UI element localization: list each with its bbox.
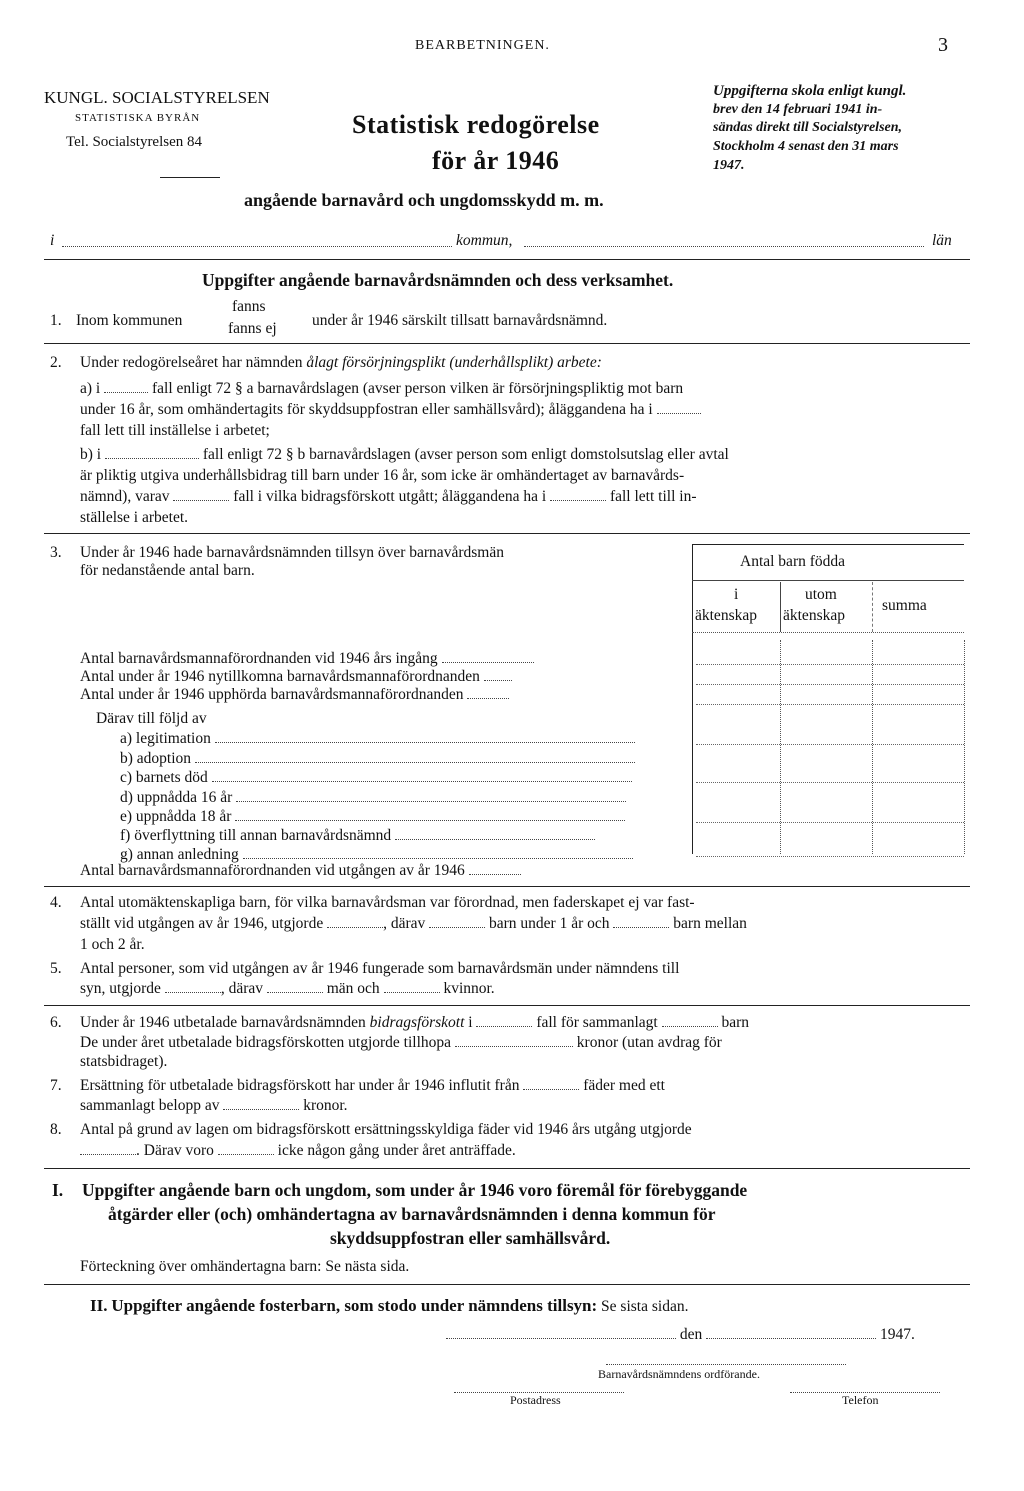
q7-line1: Ersättning för utbetalade bidragsförskott har under år 1946 influtit från fäder med ett [80,1077,665,1094]
q4-line2: ställt vid utgången av år 1946, utgjorde , därav barn under 1 år och barn mellan [80,915,747,932]
q8-total-field[interactable] [80,1142,136,1155]
table-row: d) uppnådda 16 år [120,789,626,807]
chair-label: Barnavårdsnämndens ordförande. [598,1367,760,1381]
q2b-outcome-field[interactable] [550,488,606,501]
q8-line2: . Därav voro icke någon gång under året anträffade. [80,1142,516,1160]
q7-line2: sammanlagt belopp av kronor. [80,1097,348,1114]
q5-total-field[interactable] [165,980,221,993]
part1-line3: skyddsuppfostran eller samhällsvård. [330,1228,611,1248]
q2a-line1: a) i fall enligt 72 § a barnavårdslagen (avser person vilken är försörjningspliktig mot barn [80,380,684,397]
part1-line2: åtgärder eller (och) omhändertagna av barnavårdsnämnden i denna kommun för [108,1204,716,1224]
q6-line1: Under år 1946 utbetalade barnavårdsnämnden bidragsförskott i fall för sammanlagt barn [80,1014,749,1031]
q4-under1-field[interactable] [429,915,485,928]
place-field[interactable] [446,1326,676,1339]
divider [44,1168,970,1169]
org-phone: Tel. Socialstyrelsen 84 [66,134,203,150]
table-row: Antal barnavårdsmannaförordnanden vid 1946 års ingång [80,650,534,668]
q2b-count-field[interactable] [105,446,199,459]
q4-number: 4. [50,894,62,911]
date-line: den 1947. [446,1326,915,1344]
col-header-married-b: äktenskap [695,607,757,624]
q2a-outcome-field[interactable] [657,401,701,414]
municipality-field[interactable] [62,234,452,247]
q6-line3: statsbidraget). [80,1053,168,1070]
q7-amount-field[interactable] [223,1097,299,1110]
divider [44,259,970,260]
bureau-name: STATISTISKA BYRÅN [75,112,201,124]
q5-line1: Antal personer, som vid utgången av år 1946 fungerade som barnavårdsmän under nämndens till [80,960,680,977]
divider [44,533,970,534]
q2b-line2: är pliktig utgiva underhållsbidrag till barn under 16 år, som icke är omhändertaget av barnavårds- [80,467,685,484]
table-row: Antal barnavårdsmannaförordnanden vid utgången av år 1946 [80,862,521,880]
date-field[interactable] [706,1326,876,1339]
q6-cases-field[interactable] [476,1014,532,1027]
running-title: BEARBETNINGEN. [415,38,550,53]
postaddress-label: Postadress [510,1393,561,1407]
q2-intro: Under redogörelseåret har nämnden ålagt försörjningsplikt (underhållsplikt) arbete: [80,354,602,371]
q4-total-field[interactable] [327,915,383,928]
phone-field[interactable] [790,1380,940,1393]
q7-number: 7. [50,1077,62,1094]
q4-line3: 1 och 2 år. [80,936,145,953]
q5-line2: syn, utgjorde , därav män och kvinnor. [80,980,495,997]
q5-women-field[interactable] [384,980,440,993]
q2a-count-field[interactable] [104,380,148,393]
location-middle: kommun, [456,232,513,249]
county-field[interactable] [524,234,924,247]
q5-number: 5. [50,960,62,977]
table-row: Antal under år 1946 nytillkomna barnavårdsmannaförordnanden [80,668,512,686]
divider [44,1005,970,1006]
col-header-total: summa [882,597,927,614]
q3-number: 3. [50,544,62,561]
table-row: Därav till följd av [96,710,207,727]
part1-note: Förteckning över omhändertagna barn: Se nästa sida. [80,1258,410,1275]
q2a-line3: fall lett till inställelse i arbetet; [80,422,270,439]
q2a-line2: under 16 år, som omhändertagits för skyddsuppfostran eller samhällsvård); åläggandena ha i [80,401,701,419]
q3-intro-line2: för nedanstående antal barn. [80,562,255,579]
table-group-header: Antal barn födda [740,553,846,570]
q7-fathers-field[interactable] [523,1077,579,1090]
q1-rest: under år 1946 särskilt tillsatt barnavårdsnämnd. [312,312,608,329]
divider [44,1284,970,1285]
part1-line1: Uppgifter angående barn och ungdom, som under år 1946 voro föremål för förebyggande [82,1180,748,1200]
col-header-unmarried-b: äktenskap [783,607,845,624]
q4-1to2-field[interactable] [613,915,669,928]
q1-option-fanns-ej[interactable]: fanns ej [228,320,277,337]
q2b-line1: b) i fall enligt 72 § b barnavårdslagen (avser person som enligt domstolsutslag eller avtal [80,446,729,463]
q6-children-field[interactable] [662,1014,718,1027]
q1-option-fanns[interactable]: fanns [232,298,266,315]
q8-number: 8. [50,1121,62,1138]
q3-intro-line1: Under år 1946 hade barnavårdsnämnden tillsyn över barnavårdsmän [80,544,504,561]
divider [44,343,970,344]
form-subtitle: angående barnavård och ungdomsskydd m. m. [244,190,604,210]
q6-amount-field[interactable] [455,1034,573,1047]
location-suffix: län [932,232,952,249]
q5-men-field[interactable] [267,980,323,993]
q1-number: 1. [50,312,62,329]
divider [44,886,970,887]
q2b-line4: ställelse i arbetet. [80,509,189,526]
part1-number: I. [52,1180,64,1200]
q2b-advance-field[interactable] [173,488,229,501]
section-heading: Uppgifter angående barnavårdsnämnden och dess verksamhet. [202,270,674,290]
postaddress-field[interactable] [454,1380,624,1393]
q6-line2: De under året utbetalade bidragsförskotten utgjorde tillhopa kronor (utan avdrag för [80,1034,722,1051]
table-row: b) adoption [120,750,635,768]
location-prefix: i [50,232,55,249]
table-row: c) barnets död [120,769,632,787]
table-row: Antal under år 1946 upphörda barnavårdsmannaförordnanden [80,686,509,704]
page-number: 3 [938,34,948,56]
part2-line: II. Uppgifter angående fosterbarn, som stodo under nämndens tillsyn: Se sista sidan. [90,1296,689,1315]
table-row: e) uppnådda 18 år [120,808,625,826]
table-row: a) legitimation [120,730,635,748]
phone-label: Telefon [842,1393,879,1407]
header-divider [160,177,220,178]
col-header-unmarried-a: utom [805,586,837,603]
table-row: f) överflyttning till annan barnavårdsnämnd [120,827,595,845]
q8-line1: Antal på grund av lagen om bidragsförskott ersättningsskyldiga fäder vid 1946 års utgång utgjorde [80,1121,692,1138]
signature-field[interactable] [606,1352,846,1365]
q1-lead: Inom kommunen [76,312,183,329]
form-title: Statistisk redogörelse [352,110,600,139]
q8-not-found-field[interactable] [218,1142,274,1155]
q4-line1: Antal utomäktenskapliga barn, för vilka barnavårdsman var förordnad, men faderskapet ej var fast- [80,894,695,911]
form-year-title: för år 1946 [432,146,560,175]
q2-number: 2. [50,354,62,371]
table-row: g) annan anledning [120,846,633,864]
col-header-married-a: i [734,586,739,603]
q2b-line3: nämnd), varav fall i vilka bidragsförskott utgått; åläggandena ha i fall lett till in- [80,488,697,505]
q6-number: 6. [50,1014,62,1031]
org-name: KUNGL. SOCIALSTYRELSEN [44,88,270,107]
